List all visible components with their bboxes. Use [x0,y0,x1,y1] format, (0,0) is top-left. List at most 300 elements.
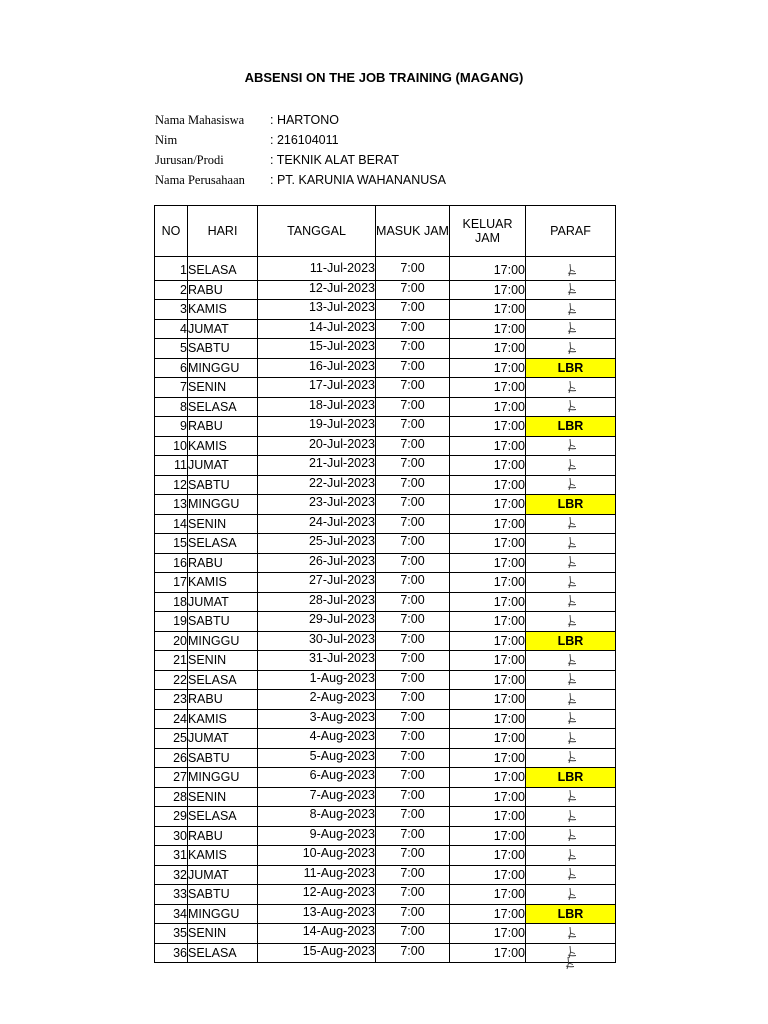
cell-masuk-jam: 7:00 [376,339,450,359]
signature-icon [564,477,578,493]
cell-tanggal: 3-Aug-2023 [258,709,376,729]
info-value: : HARTONO [270,113,339,127]
cell-masuk-jam: 7:00 [376,612,450,632]
signature-icon [564,302,578,318]
cell-hari: RABU [188,280,258,300]
signature-icon [564,380,578,396]
table-row [155,885,616,905]
cell-hari: JUMAT [188,592,258,612]
cell-tanggal: 5-Aug-2023 [258,748,376,768]
cell-hari: SABTU [188,748,258,768]
cell-hari: SENIN [188,378,258,398]
cell-masuk-jam: 7:00 [376,475,450,495]
table-row [155,690,616,710]
table-row [155,924,616,944]
table-row [155,378,616,398]
cell-hari: KAMIS [188,573,258,593]
cell-no: 32 [155,865,188,885]
cell-hari: SENIN [188,924,258,944]
info-label: Nim [155,132,178,147]
cell-tanggal: 25-Jul-2023 [258,534,376,554]
cell-keluar-jam: 17:00 [450,787,526,807]
signature-icon [564,594,578,610]
cell-hari: JUMAT [188,456,258,476]
cell-no: 30 [155,826,188,846]
cell-hari: KAMIS [188,709,258,729]
cell-keluar-jam: 17:00 [450,709,526,729]
table-row [155,748,616,768]
cell-paraf [526,319,616,339]
signature-icon [564,555,578,571]
cell-paraf: LBR [526,417,616,437]
cell-paraf: LBR [526,768,616,788]
signature-icon [564,263,578,279]
cell-keluar-jam: 17:00 [450,748,526,768]
cell-paraf [526,280,616,300]
attendance-table [154,205,616,963]
cell-paraf [526,378,616,398]
cell-masuk-jam: 7:00 [376,553,450,573]
cell-hari: MINGGU [188,631,258,651]
cell-keluar-jam: 17:00 [450,865,526,885]
signature-icon [564,750,578,766]
cell-keluar-jam: 17:00 [450,397,526,417]
cell-masuk-jam: 7:00 [376,280,450,300]
cell-hari: KAMIS [188,436,258,456]
cell-masuk-jam: 7:00 [376,729,450,749]
cell-hari: SELASA [188,397,258,417]
cell-keluar-jam: 17:00 [450,846,526,866]
info-row-department [155,150,446,170]
cell-masuk-jam: 7:00 [376,846,450,866]
cell-no: 17 [155,573,188,593]
cell-hari: JUMAT [188,865,258,885]
signature-icon [564,536,578,552]
cell-no: 29 [155,807,188,827]
cell-tanggal: 28-Jul-2023 [258,592,376,612]
cell-tanggal: 19-Jul-2023 [258,417,376,437]
cell-no: 8 [155,397,188,417]
header-tanggal: TANGGAL [258,206,376,257]
signature-icon [564,731,578,747]
cell-masuk-jam: 7:00 [376,651,450,671]
cell-keluar-jam: 17:00 [450,553,526,573]
cell-keluar-jam: 17:00 [450,885,526,905]
table-header-row [155,206,616,257]
table-row [155,456,616,476]
signature-icon [564,809,578,825]
cell-no: 7 [155,378,188,398]
info-value: : PT. KARUNIA WAHANANUSA [270,173,446,187]
cell-tanggal: 31-Jul-2023 [258,651,376,671]
cell-masuk-jam: 7:00 [376,573,450,593]
cell-tanggal: 8-Aug-2023 [258,807,376,827]
cell-hari: MINGGU [188,904,258,924]
signature-icon [564,575,578,591]
cell-paraf [526,807,616,827]
cell-tanggal: 9-Aug-2023 [258,826,376,846]
table-row [155,943,616,963]
table-row [155,865,616,885]
cell-paraf: LBR [526,358,616,378]
cell-no: 24 [155,709,188,729]
cell-keluar-jam: 17:00 [450,378,526,398]
cell-keluar-jam: 17:00 [450,300,526,320]
cell-no: 27 [155,768,188,788]
cell-keluar-jam: 17:00 [450,436,526,456]
cell-paraf: LBR [526,495,616,515]
signature-icon [564,516,578,532]
cell-masuk-jam: 7:00 [376,514,450,534]
cell-no: 28 [155,787,188,807]
cell-paraf [526,670,616,690]
cell-hari: SELASA [188,943,258,963]
cell-keluar-jam: 17:00 [450,417,526,437]
cell-hari: SELASA [188,261,258,280]
table-row [155,592,616,612]
cell-tanggal: 21-Jul-2023 [258,456,376,476]
cell-tanggal: 12-Jul-2023 [258,280,376,300]
signature-icon [564,711,578,727]
cell-masuk-jam: 7:00 [376,534,450,554]
cell-paraf [526,787,616,807]
info-value: : TEKNIK ALAT BERAT [270,153,399,167]
cell-masuk-jam: 7:00 [376,690,450,710]
cell-keluar-jam: 17:00 [450,670,526,690]
cell-tanggal: 22-Jul-2023 [258,475,376,495]
cell-tanggal: 24-Jul-2023 [258,514,376,534]
signature-icon [564,321,578,337]
table-row [155,358,616,378]
table-row [155,417,616,437]
cell-masuk-jam: 7:00 [376,417,450,437]
cell-keluar-jam: 17:00 [450,358,526,378]
cell-hari: SENIN [188,787,258,807]
cell-masuk-jam: 7:00 [376,768,450,788]
cell-hari: JUMAT [188,319,258,339]
cell-keluar-jam: 17:00 [450,826,526,846]
cell-tanggal: 16-Jul-2023 [258,358,376,378]
table-row [155,807,616,827]
cell-keluar-jam: 17:00 [450,924,526,944]
cell-no: 33 [155,885,188,905]
signature-icon [564,926,578,942]
header-hari: HARI [188,206,258,257]
cell-hari: RABU [188,417,258,437]
cell-hari: KAMIS [188,300,258,320]
table-row [155,612,616,632]
cell-keluar-jam: 17:00 [450,592,526,612]
cell-paraf [526,339,616,359]
cell-hari: KAMIS [188,846,258,866]
info-row-name [155,110,446,130]
cell-no: 35 [155,924,188,944]
table-row [155,280,616,300]
cell-paraf [526,709,616,729]
cell-tanggal: 30-Jul-2023 [258,631,376,651]
cell-no: 4 [155,319,188,339]
cell-masuk-jam: 7:00 [376,456,450,476]
cell-hari: SABTU [188,885,258,905]
cell-masuk-jam: 7:00 [376,631,450,651]
cell-hari: SELASA [188,807,258,827]
cell-no: 23 [155,690,188,710]
table-row [155,729,616,749]
cell-hari: SABTU [188,339,258,359]
cell-masuk-jam: 7:00 [376,436,450,456]
cell-keluar-jam: 17:00 [450,631,526,651]
cell-no: 3 [155,300,188,320]
header-no: NO [155,206,188,257]
signature-icon [564,614,578,630]
cell-hari: MINGGU [188,358,258,378]
cell-tanggal: 14-Jul-2023 [258,319,376,339]
cell-masuk-jam: 7:00 [376,924,450,944]
cell-masuk-jam: 7:00 [376,261,450,280]
info-value: : 216104011 [270,133,339,147]
cell-tanggal: 10-Aug-2023 [258,846,376,866]
cell-no: 36 [155,943,188,963]
cell-tanggal: 20-Jul-2023 [258,436,376,456]
signature-icon [562,956,576,972]
table-row [155,904,616,924]
cell-no: 13 [155,495,188,515]
cell-hari: MINGGU [188,495,258,515]
table-row [155,651,616,671]
cell-keluar-jam: 17:00 [450,456,526,476]
cell-masuk-jam: 7:00 [376,670,450,690]
cell-masuk-jam: 7:00 [376,397,450,417]
cell-paraf [526,846,616,866]
cell-masuk-jam: 7:00 [376,592,450,612]
cell-paraf [526,553,616,573]
cell-paraf [526,475,616,495]
signature-icon [564,848,578,864]
info-row-company [155,170,446,190]
cell-masuk-jam: 7:00 [376,709,450,729]
table-row [155,846,616,866]
cell-hari: SELASA [188,670,258,690]
cell-no: 11 [155,456,188,476]
cell-tanggal: 12-Aug-2023 [258,885,376,905]
cell-hari: SELASA [188,534,258,554]
cell-no: 31 [155,846,188,866]
table-row [155,436,616,456]
table-row [155,534,616,554]
cell-keluar-jam: 17:00 [450,280,526,300]
cell-tanggal: 18-Jul-2023 [258,397,376,417]
cell-no: 10 [155,436,188,456]
cell-tanggal: 17-Jul-2023 [258,378,376,398]
signature-icon [564,653,578,669]
cell-tanggal: 15-Jul-2023 [258,339,376,359]
info-label: Nama Mahasiswa [155,112,245,127]
cell-masuk-jam: 7:00 [376,787,450,807]
cell-no: 1 [155,261,188,280]
cell-tanggal: 26-Jul-2023 [258,553,376,573]
table-row [155,319,616,339]
cell-paraf [526,436,616,456]
cell-paraf [526,300,616,320]
cell-tanggal: 6-Aug-2023 [258,768,376,788]
cell-keluar-jam: 17:00 [450,690,526,710]
table-row [155,631,616,651]
cell-hari: RABU [188,690,258,710]
cell-no: 5 [155,339,188,359]
table-row [155,787,616,807]
cell-keluar-jam: 17:00 [450,495,526,515]
table-row [155,300,616,320]
cell-hari: RABU [188,553,258,573]
cell-no: 2 [155,280,188,300]
signature-icon [564,789,578,805]
cell-tanggal: 4-Aug-2023 [258,729,376,749]
cell-masuk-jam: 7:00 [376,826,450,846]
signature-icon [564,672,578,688]
cell-hari: SABTU [188,612,258,632]
info-label: Nama Perusahaan [155,172,245,187]
cell-hari: SENIN [188,651,258,671]
table-row [155,826,616,846]
cell-paraf [526,865,616,885]
table-row [155,475,616,495]
cell-masuk-jam: 7:00 [376,885,450,905]
signature-icon [564,458,578,474]
cell-tanggal: 29-Jul-2023 [258,612,376,632]
cell-masuk-jam: 7:00 [376,495,450,515]
cell-paraf [526,690,616,710]
cell-masuk-jam: 7:00 [376,865,450,885]
cell-paraf [526,729,616,749]
cell-no: 26 [155,748,188,768]
table-row [155,768,616,788]
cell-masuk-jam: 7:00 [376,319,450,339]
signature-icon [564,399,578,415]
cell-masuk-jam: 7:00 [376,904,450,924]
info-row-nim [155,130,446,150]
table-row [155,261,616,280]
cell-no: 19 [155,612,188,632]
cell-keluar-jam: 17:00 [450,651,526,671]
cell-no: 34 [155,904,188,924]
cell-masuk-jam: 7:00 [376,943,450,963]
cell-tanggal: 1-Aug-2023 [258,670,376,690]
cell-masuk-jam: 7:00 [376,358,450,378]
cell-tanggal: 14-Aug-2023 [258,924,376,944]
cell-keluar-jam: 17:00 [450,261,526,280]
table-row [155,670,616,690]
cell-tanggal: 11-Aug-2023 [258,865,376,885]
cell-no: 22 [155,670,188,690]
cell-paraf: LBR [526,904,616,924]
table-body [155,257,616,963]
cell-masuk-jam: 7:00 [376,748,450,768]
signature-icon [564,692,578,708]
signature-icon [564,828,578,844]
cell-hari: RABU [188,826,258,846]
cell-paraf [526,885,616,905]
cell-keluar-jam: 17:00 [450,807,526,827]
cell-tanggal: 23-Jul-2023 [258,495,376,515]
cell-tanggal: 13-Aug-2023 [258,904,376,924]
cell-keluar-jam: 17:00 [450,475,526,495]
cell-keluar-jam: 17:00 [450,573,526,593]
table-row [155,709,616,729]
cell-no: 16 [155,553,188,573]
cell-paraf [526,612,616,632]
cell-no: 14 [155,514,188,534]
table-row [155,397,616,417]
signature-icon [564,867,578,883]
cell-no: 25 [155,729,188,749]
student-info [155,110,446,190]
cell-masuk-jam: 7:00 [376,378,450,398]
cell-paraf [526,261,616,280]
cell-no: 15 [155,534,188,554]
cell-tanggal: 15-Aug-2023 [258,943,376,963]
signature-icon [564,438,578,454]
cell-no: 9 [155,417,188,437]
cell-paraf [526,651,616,671]
table-row [155,339,616,359]
cell-hari: SABTU [188,475,258,495]
cell-no: 18 [155,592,188,612]
table-row [155,495,616,515]
cell-tanggal: 7-Aug-2023 [258,787,376,807]
cell-no: 21 [155,651,188,671]
cell-masuk-jam: 7:00 [376,300,450,320]
signature-icon [564,887,578,903]
header-keluar-jam: KELUAR JAM [450,206,526,257]
cell-no: 12 [155,475,188,495]
cell-keluar-jam: 17:00 [450,534,526,554]
cell-tanggal: 11-Jul-2023 [258,261,376,280]
cell-tanggal: 27-Jul-2023 [258,573,376,593]
signature-icon [564,341,578,357]
cell-keluar-jam: 17:00 [450,514,526,534]
cell-paraf [526,456,616,476]
cell-no: 20 [155,631,188,651]
cell-no: 6 [155,358,188,378]
cell-keluar-jam: 17:00 [450,768,526,788]
cell-keluar-jam: 17:00 [450,904,526,924]
cell-paraf [526,397,616,417]
cell-paraf [526,534,616,554]
cell-paraf [526,748,616,768]
signature-icon [564,282,578,298]
cell-paraf [526,924,616,944]
cell-keluar-jam: 17:00 [450,612,526,632]
cell-keluar-jam: 17:00 [450,943,526,963]
cell-hari: MINGGU [188,768,258,788]
document-title: ABSENSI ON THE JOB TRAINING (MAGANG) [244,70,524,85]
cell-keluar-jam: 17:00 [450,319,526,339]
cell-hari: SENIN [188,514,258,534]
cell-keluar-jam: 17:00 [450,339,526,359]
cell-paraf [526,514,616,534]
table-row [155,573,616,593]
cell-masuk-jam: 7:00 [376,807,450,827]
info-label: Jurusan/Prodi [155,152,224,167]
cell-hari: JUMAT [188,729,258,749]
header-masuk-jam: MASUK JAM [376,206,450,257]
cell-keluar-jam: 17:00 [450,729,526,749]
cell-tanggal: 13-Jul-2023 [258,300,376,320]
cell-tanggal: 2-Aug-2023 [258,690,376,710]
cell-paraf [526,592,616,612]
cell-paraf: LBR [526,631,616,651]
cell-paraf [526,826,616,846]
